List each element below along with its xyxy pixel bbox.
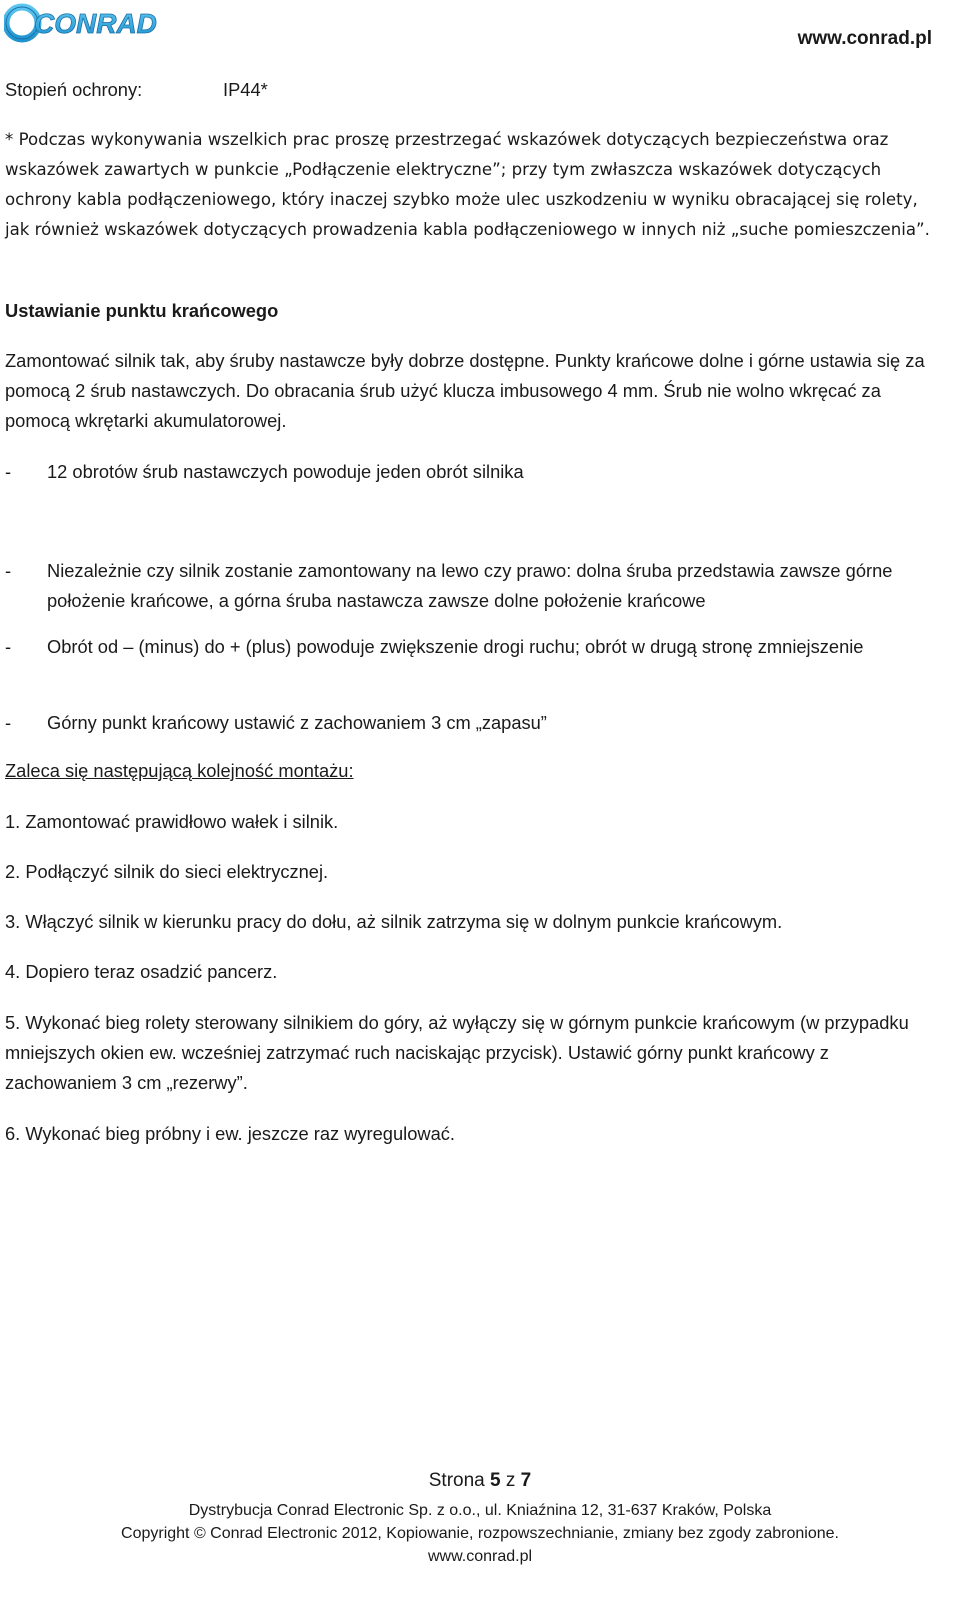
page-separator: z: [505, 1470, 516, 1491]
protection-value: IP44*: [223, 79, 268, 100]
footer-site-link[interactable]: www.conrad.pl: [427, 1548, 533, 1565]
bullet-text: 12 obrotów śrub nastawczych powoduje jeden obrót silnika: [47, 461, 524, 482]
order-step: 4. Dopiero teraz osadzić pancerz.: [5, 961, 278, 982]
protection-label: Stopień ochrony:: [5, 79, 143, 100]
logo-wordmark: CONRAD: [34, 8, 157, 39]
bullet-item: [5, 632, 940, 662]
bullet-item: [5, 708, 940, 738]
header-site-url: www.conrad.pl: [797, 28, 932, 49]
order-step: 2. Podłączyć silnik do sieci elektrycznej.: [5, 861, 329, 882]
page-current: 5: [490, 1470, 501, 1491]
conrad-logo-graphic: [4, 2, 160, 44]
section-intro: Zamontować silnik tak, aby śruby nastawcze były dobrze dostępne. Punkty krańcowe dolne i górne ustawia się za pomocą 2 śrub nastawczych. Do obracania śrub użyć klucza imbusowego 4 mm. Śrub nie wolno wkręcać za pomocą wkrętarki akumulatorowej.: [5, 350, 925, 431]
bullet-dash: -: [5, 636, 12, 657]
page-prefix: Strona: [428, 1470, 485, 1491]
order-step: 3. Włączyć silnik w kierunku pracy do dołu, aż silnik zatrzyma się w dolnym punkcie krańcowym.: [5, 911, 783, 932]
bullet-dash: -: [5, 560, 12, 581]
order-title: Zaleca się następującą kolejność montażu:: [5, 760, 354, 781]
footer-copyright: Copyright © Conrad Electronic 2012, Kopiowanie, rozpowszechnianie, zmiany bez zgody zabronione.: [121, 1525, 839, 1542]
bullet-text: Niezależnie czy silnik zostanie zamontowany na lewo czy prawo: dolna śruba przedstawia zawsze górne położenie krańcowe, a górna śruba nastawcza zawsze dolne położenie krańcowe: [47, 560, 893, 611]
safety-note: * Podczas wykonywania wszelkich prac proszę przestrzegać wskazówek dotyczących bezpieczeństwa oraz wskazówek zawartych w punkcie „Podłączenie elektryczne”; przy tym zwłaszcza wskazówek dotyczących ochrony kabla podłączeniowego, który inaczej szybko może ulec uszkodzeniu w wyniku obracającej się rolety, jak również wskazówek dotyczących prowadzenia kabla podłączeniowego w innych niż „suche pomieszczenia”.: [5, 130, 930, 239]
bullet-dash: -: [5, 461, 12, 482]
protection-row: [5, 75, 940, 105]
footer-distribution: Dystrybucja Conrad Electronic Sp. z o.o., ul. Kniaźnina 12, 31-637 Kraków, Polska: [188, 1502, 772, 1519]
bullet-text: Górny punkt krańcowy ustawić z zachowaniem 3 cm „zapasu”: [47, 712, 547, 733]
bullet-text: Obrót od – (minus) do + (plus) powoduje zwiększenie drogi ruchu; obrót w drugą stronę zmniejszenie: [47, 636, 864, 657]
order-step: 1. Zamontować prawidłowo wałek i silnik.: [5, 811, 339, 832]
order-step: 6. Wykonać bieg próbny i ew. jeszcze raz wyregulować.: [5, 1123, 455, 1144]
page-total: 7: [520, 1470, 532, 1491]
page-number: [0, 1470, 960, 1492]
section-title: Ustawianie punktu krańcowego: [5, 300, 279, 321]
order-step: 5. Wykonać bieg rolety sterowany silnikiem do góry, aż wyłączy się w górnym punkcie krańcowym (w przypadku mniejszych okien ew. wcześniej zatrzymać ruch naciskając przycisk). Ustawić górny punkt krańcowy z zachowaniem 3 cm „rezerwy”.: [5, 1012, 909, 1093]
bullet-item: [5, 556, 940, 616]
bullet-item: [5, 457, 940, 487]
conrad-logo: [4, 2, 160, 44]
bullet-dash: -: [5, 712, 12, 733]
